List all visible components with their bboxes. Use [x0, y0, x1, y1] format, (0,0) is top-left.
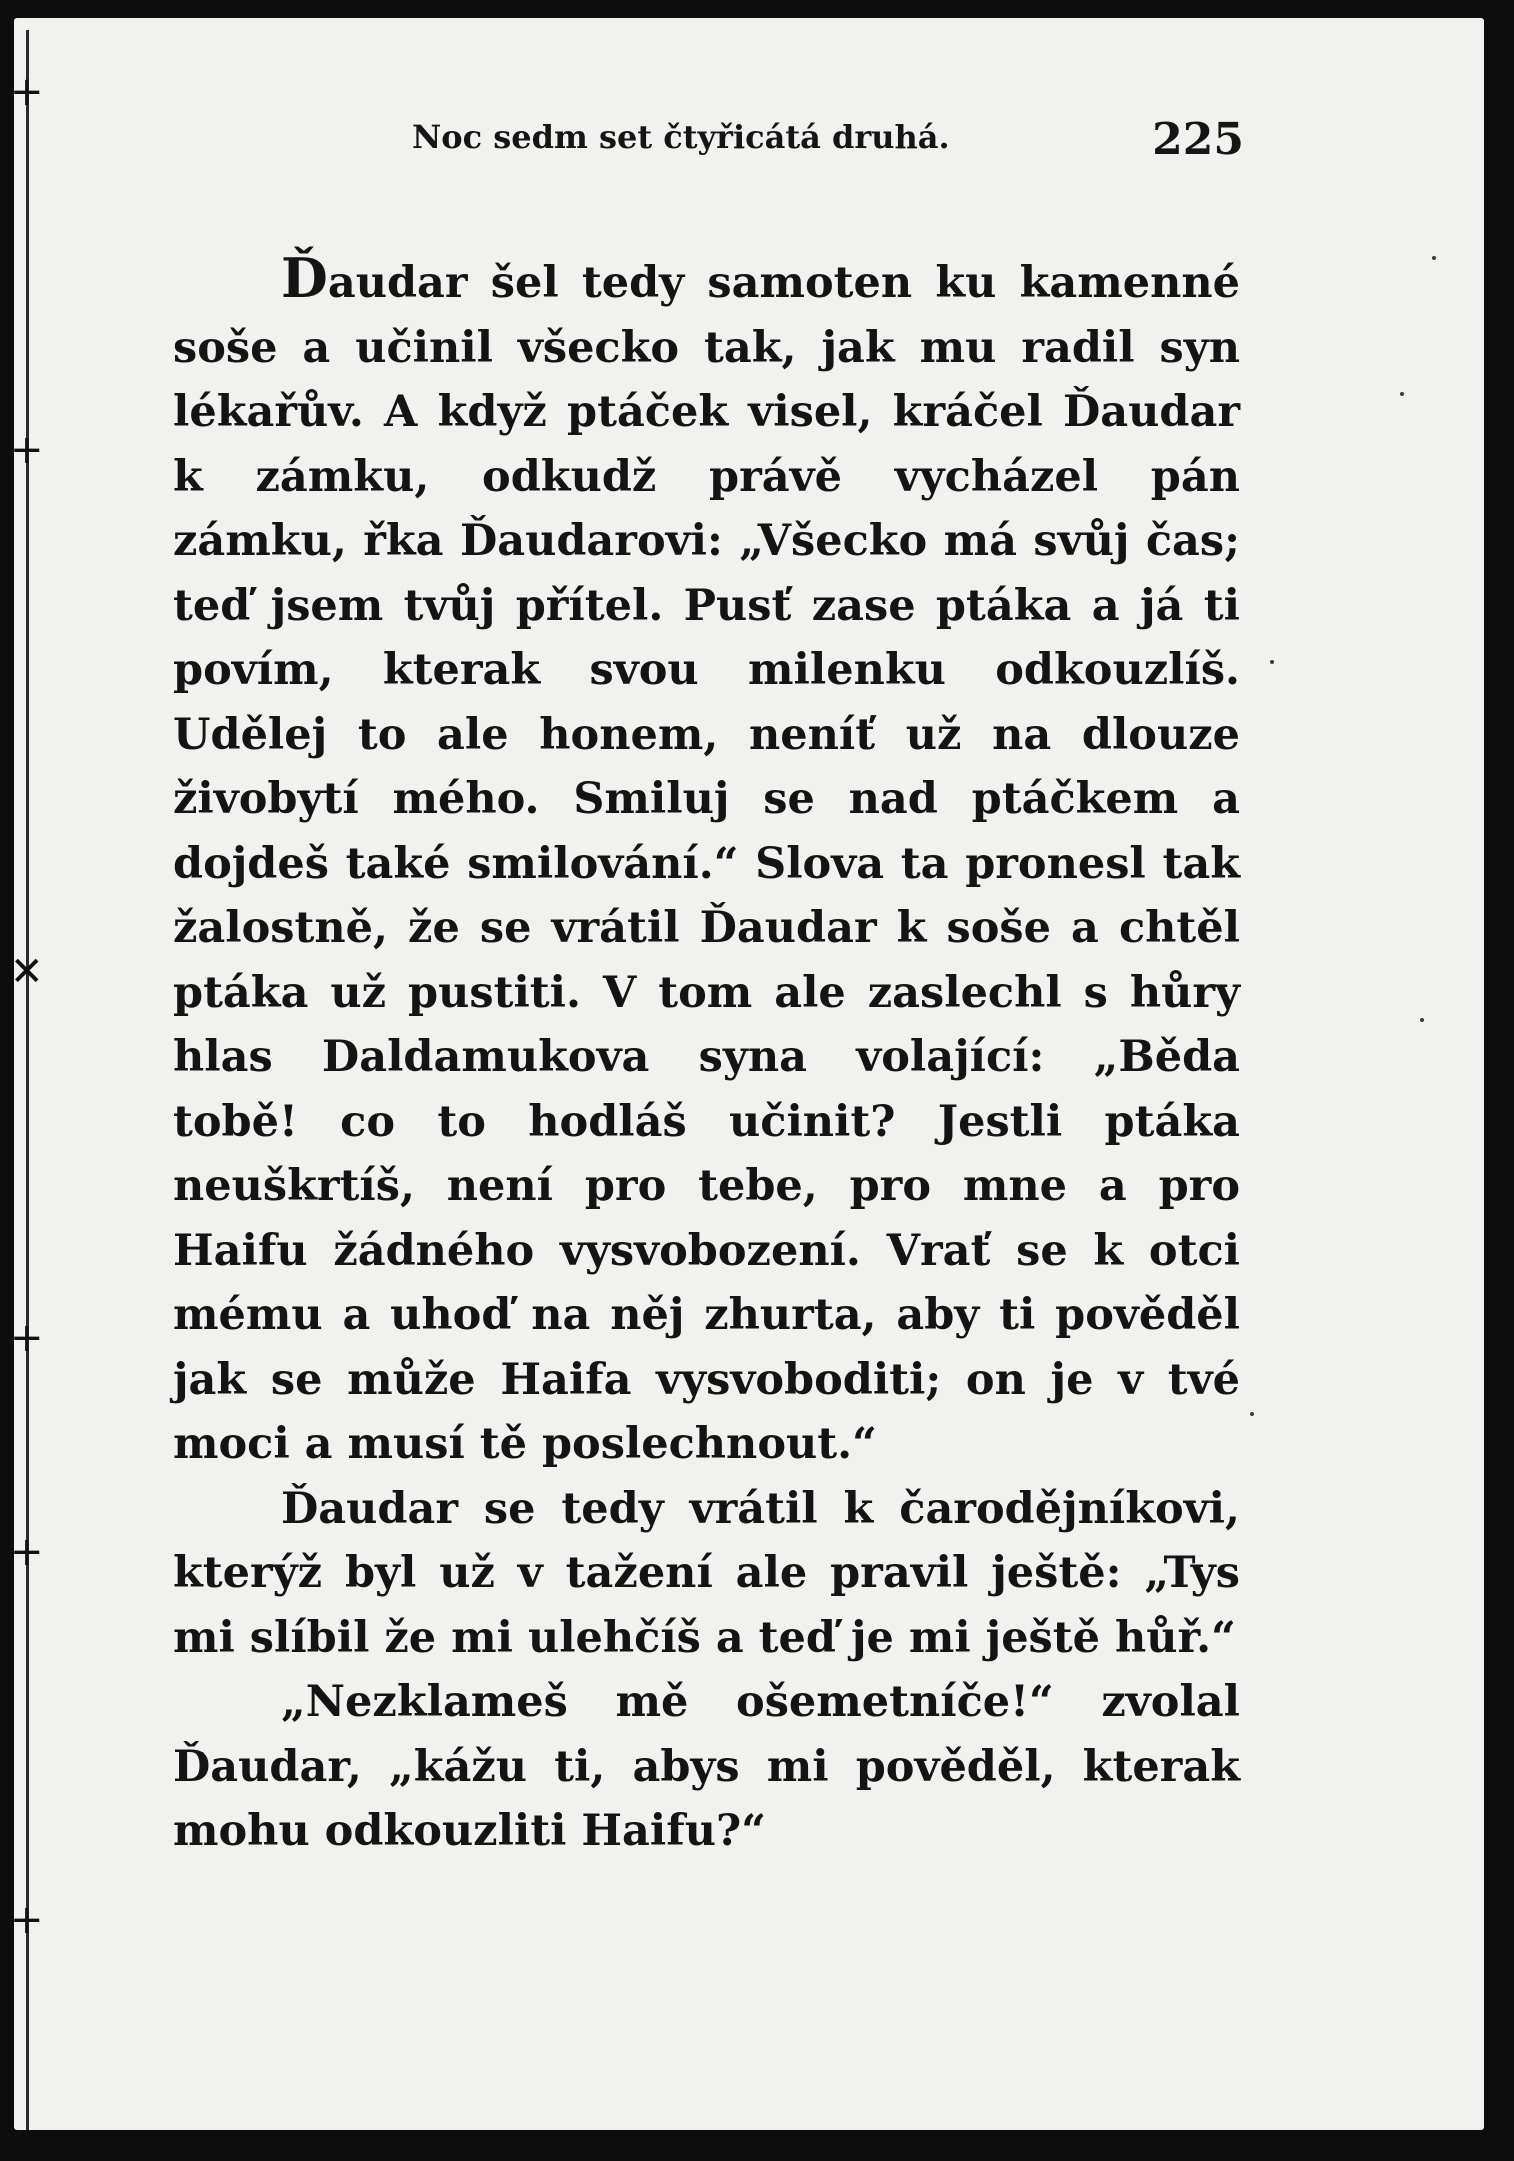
margin-mark: +: [10, 1529, 44, 1575]
page-number: 225: [1152, 114, 1244, 165]
print-speck: [1270, 660, 1274, 664]
margin-mark: +: [10, 1897, 44, 1943]
margin-mark: +: [10, 427, 44, 473]
margin-mark: ✕: [10, 949, 44, 995]
running-title: Noc sedm set čtyřicátá druhá.: [412, 118, 950, 156]
paragraph: „Nezklameš mě ošemetníče!“ zvolal Ďaudar, „kážu ti, abys mi pověděl, kterak mohu odkouzliti Haifu?“: [173, 1677, 1240, 1856]
paragraph: Ďaudar se tedy vrátil k čarodějníkovi, kterýž byl už v tažení ale pravil ještě: „Tys mi slíbil že mi ulehčíš a teď je mi ještě hůř.“: [173, 1483, 1240, 1663]
print-speck: [1250, 1412, 1254, 1416]
body-text: [173, 246, 1240, 1864]
paragraph: Ďaudar šel tedy samoten ku kamenné soše a učinil všecko tak, jak mu radil syn lékařův. A když ptáček visel, kráčel Ďaudar k zámku, odkudž právě vycházel pán zámku, řka Ďaudarovi: „Všecko má svůj čas; teď jsem tvůj přítel. Pusť zase ptáka a já ti povím, kterak svou milenku odkouzlíš. Udělej to ale honem, neníť už na dlouze živobytí mého. Smiluj se nad ptáčkem a dojdeš také smilování.“ Slova ta pronesl tak žalostně, že se vrátil Ďaudar k soše a chtěl ptáka už pustiti. V tom ale zaslechl s hůry hlas Daldamukova syna volající: „Běda tobě! co to hodláš učinit? Jestli ptáka neuškrtíš, není pro tebe, pro mne a pro Haifu žádného vysvobození. Vrať se k otci mému a uhoď na něj zhurta, aby ti pověděl jak se může Haifa vysvoboditi; on je v tvé moci a musí tě poslechnout.“: [173, 246, 1240, 1469]
print-speck: [1432, 256, 1436, 260]
print-speck: [1400, 392, 1404, 396]
print-speck: [1420, 1018, 1424, 1022]
margin-mark: +: [10, 69, 44, 115]
binding-edge: [26, 30, 29, 2130]
margin-mark: +: [10, 1315, 44, 1361]
page-header: [412, 108, 1244, 178]
